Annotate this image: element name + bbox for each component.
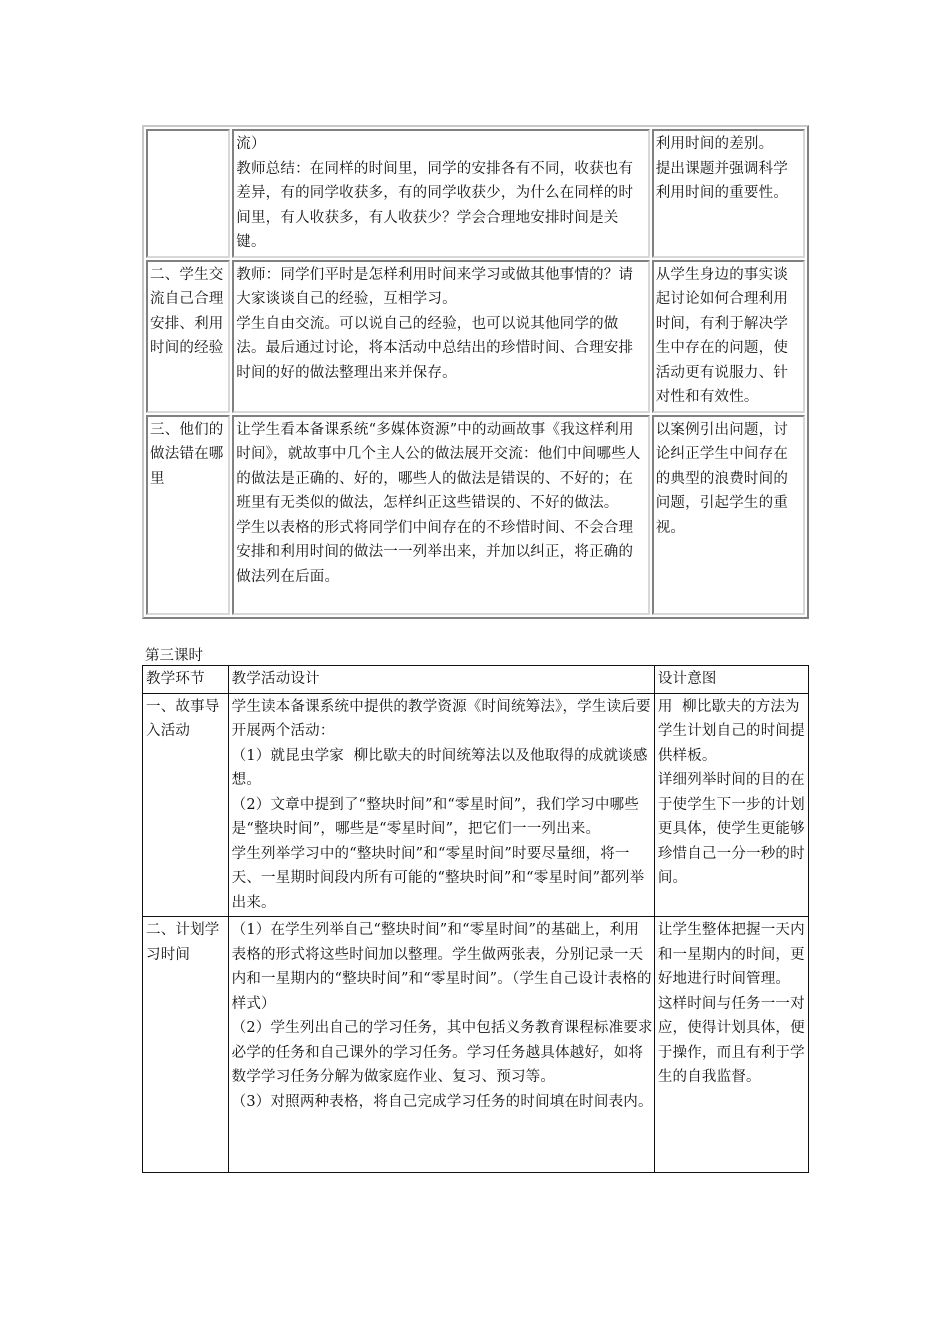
header-intent: 设计意图 bbox=[654, 666, 808, 694]
lesson-plan-table bbox=[142, 665, 809, 1173]
stage-cell: 二、学生交流自己合理安排、利用时间的经验 bbox=[146, 260, 230, 413]
activity-cell: 教师：同学们平时是怎样利用时间来学习或做其他事情的？请大家谈谈自己的经验，互相学习。 学生自由交流。可以说自己的经验，也可以说其他同学的做法。最后通过讨论，将本活动中总结出的珍惜时间、合理安排时间的好的做法整理出来并保存。 bbox=[232, 260, 649, 413]
intent-cell: 从学生身边的事实谈起讨论如何合理利用时间，有利于解决学生中存在的问题，使活动更有说服力、针对性和有效性。 bbox=[652, 260, 805, 413]
table-row bbox=[146, 129, 805, 258]
table-row bbox=[146, 260, 805, 413]
activity-cell: 流） 教师总结：在同样的时间里，同学的安排各有不同，收获也有差异，有的同学收获多，有的同学收获少，为什么在同样的时间里，有人收获多，有人收获少？学会合理地安排时间是关键。 bbox=[232, 129, 649, 258]
intent-cell: 以案例引出问题，讨论纠正学生中间存在的典型的浪费时间的问题，引起学生的重视。 bbox=[652, 415, 805, 615]
table-row bbox=[146, 415, 805, 615]
lesson-plan-table-continued bbox=[142, 125, 809, 619]
intent-cell: 利用时间的差别。 提出课题并强调科学利用时间的重要性。 bbox=[652, 129, 805, 258]
stage-cell: 二、计划学习时间 bbox=[143, 917, 229, 1173]
intent-cell: 让学生整体把握一天内和一星期内的时间，更好地进行时间管理。 这样时间与任务一一对应，使得计划具体，便于操作，而且有利于学生的自我监督。 bbox=[654, 917, 808, 1173]
activity-cell: 让学生看本备课系统“多媒体资源”中的动画故事《我这样利用时间》，就故事中几个主人公的做法展开交流：他们中间哪些人的做法是正确的、好的，哪些人的做法是错误的、不好的；在班里有无类似的做法，怎样纠正这些错误的、不好的做法。 学生以表格的形式将同学们中间存在的不珍惜时间、不会合理安排和利用时间的做法一一列举出来，并加以纠正，将正确的做法列在后面。 bbox=[232, 415, 649, 615]
table-row bbox=[143, 917, 809, 1173]
intent-cell: 用 柳比歇夫的方法为学生计划自己的时间提供样板。 详细列举时间的目的在于使学生下一步的计划更具体，使学生更能够珍惜自己一分一秒的时间。 bbox=[654, 693, 808, 917]
lesson-title: 第三课时 bbox=[145, 648, 203, 664]
activity-cell: （1）在学生列举自己“整块时间”和“零星时间”的基础上，利用表格的形式将这些时间加以整理。学生做两张表，分别记录一天内和一星期内的“整块时间”和“零星时间”。（学生自己设计表格的样式） （2）学生列出自己的学习任务，其中包括义务教育课程标准要求必学的任务和自己课外的学习任务。学习任务越具体越好，如将数学学习任务分解为做家庭作业、复习、预习等。 （3）对照两种表格，将自己完成学习任务的时间填在时间表内。 bbox=[228, 917, 654, 1173]
table-header-row bbox=[143, 666, 809, 694]
header-stage: 教学环节 bbox=[143, 666, 229, 694]
stage-cell: 一、故事导入活动 bbox=[143, 693, 229, 917]
stage-cell: 三、他们的做法错在哪里 bbox=[146, 415, 230, 615]
table-row bbox=[143, 693, 809, 917]
header-activity: 教学活动设计 bbox=[228, 666, 654, 694]
stage-cell bbox=[146, 129, 230, 258]
activity-cell: 学生读本备课系统中提供的教学资源《时间统筹法》，学生读后要开展两个活动： （1）就昆虫学家 柳比歇夫的时间统筹法以及他取得的成就谈感想。 （2）文章中提到了“整块时间”和“零星时间”，我们学习中哪些是“整块时间”，哪些是“零星时间”，把它们一一列出来。 学生列举学习中的“整块时间”和“零星时间”时要尽量细，将一天、一星期时间段内所有可能的“整块时间”和“零星时间”都列举出来。 bbox=[228, 693, 654, 917]
